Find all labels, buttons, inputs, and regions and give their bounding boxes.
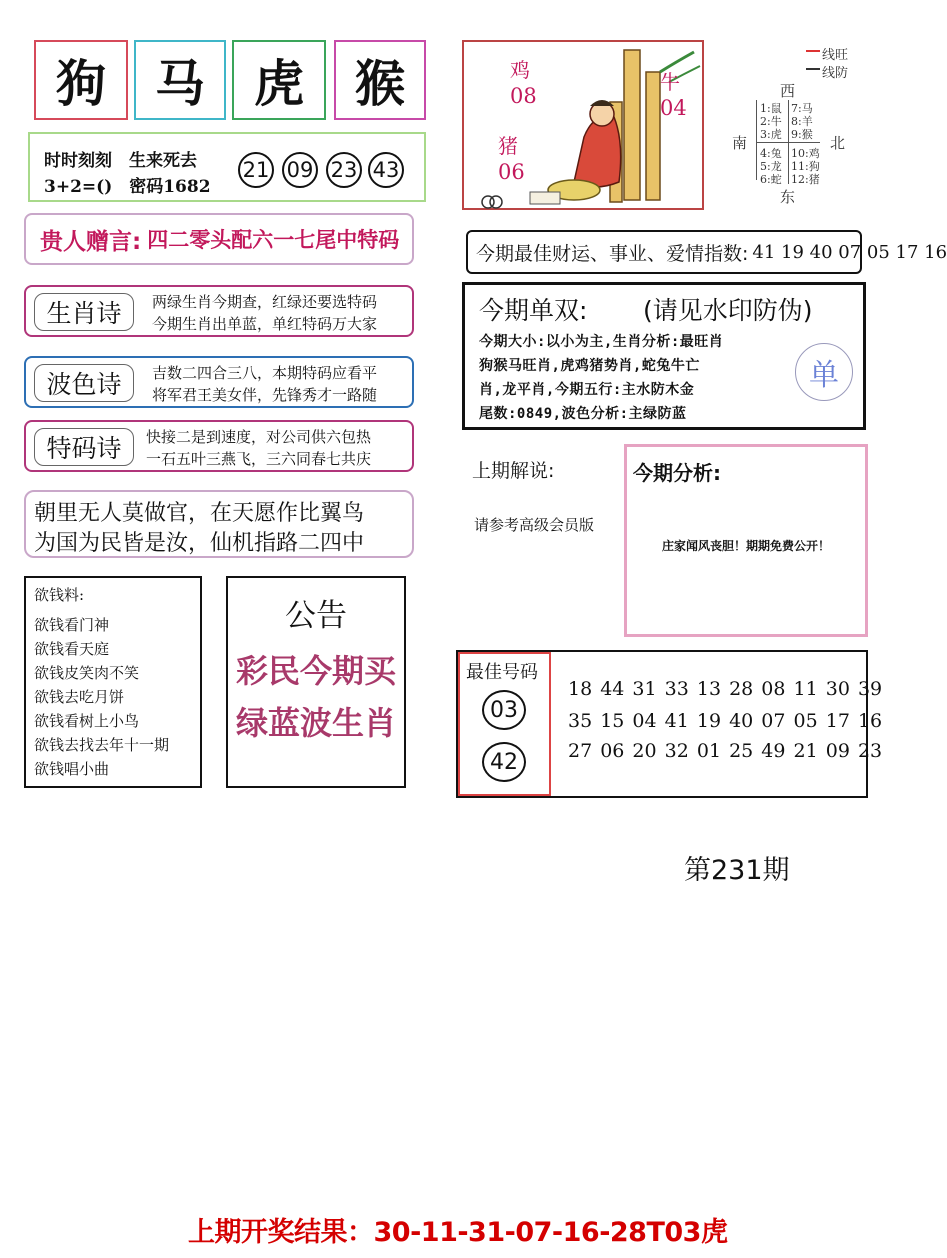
motto-number: 43 [368,152,404,188]
notice-line-2: 绿蓝波生肖 [235,704,396,742]
slogan-box [24,490,414,558]
grid-item: 2:牛 [760,115,782,128]
num-zhu: 06 [498,160,525,184]
motto-number: 23 [326,152,362,188]
poem-line-1: 两绿生肖今期查，红绿还要选特码 [152,293,378,311]
noble-words-banner [24,213,414,265]
lucky-numbers: 41 19 40 07 05 17 16 [752,241,947,263]
poem-line-2: 将军君王美女伴，先锋秀才一路随 [152,386,378,404]
grid-item: 3:虎 [760,128,782,141]
money-item: 欲钱看门神 [34,616,110,634]
poem-line-1: 吉数二四合三八，本期特码应看平 [152,364,378,382]
legend-red-line [806,50,820,52]
best-pick: 42 [482,742,526,782]
best-numbers-panel [456,650,883,798]
money-riddle-box [24,576,202,788]
num-niu: 04 [660,96,687,120]
legend-black-line [806,68,820,70]
money-title: 欲钱料: [34,586,85,604]
poem-line-2: 今期生肖出单蓝，单红特码万大家 [152,315,378,333]
grid-item: 8:羊 [791,115,813,128]
zodiac-box-4 [334,40,426,120]
analysis-title: 今期分析: [633,461,721,485]
best-numbers-row: 18 44 31 33 13 28 08 11 30 39 [568,678,883,700]
money-item: 欲钱唱小曲 [34,760,110,778]
color-poem-box [24,356,414,408]
compass-north: 北 [830,134,846,152]
grid-item: 12:猪 [791,173,820,186]
special-poem-box [24,420,414,472]
odd-even-watermark-note: (请见水印防伪) [643,296,813,325]
compass-east: 东 [780,188,796,206]
motto-line-1: 时时刻刻 生来死去 [44,151,197,171]
noble-tag: 贵人赠言: [40,228,142,255]
motto-number: 09 [282,152,318,188]
poem-line-2: 一石五叶三燕飞，三六同春七共庆 [146,450,372,468]
zodiac-text: 狗 [56,55,106,113]
grid-item: 10:鸡 [791,147,820,160]
compass-west: 西 [780,82,796,100]
grid-item: 9:猴 [791,128,813,141]
last-explain-label: 上期解说: [472,460,555,482]
label-ji: 鸡 [510,58,530,82]
odd-even-row: 肖,龙平肖,今期五行:主水防木金 [479,382,695,398]
legend-fang: 线防 [822,66,849,81]
noble-text: 四二零头配六一七尾中特码 [147,228,400,252]
money-item: 欲钱去吃月饼 [34,688,125,706]
grid-item: 6:蛇 [760,173,782,186]
grid-item: 5:龙 [760,160,782,173]
money-item: 欲钱去找去年十一期 [34,736,170,754]
zodiac-poem-box [24,285,414,337]
best-numbers-row: 35 15 04 41 19 40 07 05 17 16 [568,710,883,732]
poem-line-1: 快接二是到速度，对公司供六包热 [146,428,372,446]
scholar-illustration [462,40,704,210]
compass-frame-left [756,100,757,180]
motto-line-2: 3+2=() 密码1682 [44,177,211,197]
label-niu: 牛 [660,70,680,94]
grid-item: 4:兔 [760,147,782,160]
poem-label: 特码诗 [34,428,134,466]
zodiac-text: 虎 [254,55,304,113]
compass-frame-cross [756,142,820,143]
odd-even-heading: 今期单双: [479,296,588,325]
analysis-box [624,444,868,637]
zodiac-text: 猴 [355,55,405,113]
legend-wang: 线旺 [822,48,849,63]
best-numbers-row: 27 06 20 32 01 25 49 21 09 23 [568,740,883,762]
watermark-stamp: 单 [795,343,853,401]
zodiac-box-1 [34,40,128,120]
vip-reference: 请参考高级会员版 [474,516,595,534]
zodiac-text: 马 [155,55,205,113]
num-ji: 08 [510,84,537,108]
compass-south: 南 [732,134,748,152]
odd-even-row: 尾数:0849,波色分析:主绿防蓝 [479,406,687,422]
label-zhu: 猪 [498,134,518,158]
notice-box [226,576,406,788]
odd-even-row: 狗猴马旺肖,虎鸡猪势肖,蛇兔牛亡 [479,358,700,374]
grid-item: 1:鼠 [760,102,782,115]
last-draw-result: 上期开奖结果：30-11-31-07-16-28T03虎 [188,1217,728,1248]
notice-line-1: 彩民今期买 [235,652,396,690]
best-picks-column [458,652,551,796]
zodiac-box-3 [232,40,326,120]
analysis-message: 庄家闻风丧胆！期期免费公开！ [661,539,830,553]
slogan-line-1: 朝里无人莫做官，在天愿作比翼鸟 [34,501,365,526]
money-item: 欲钱看天庭 [34,640,110,658]
lucky-index-bar [466,230,947,274]
motto-number: 21 [238,152,274,188]
best-pick: 03 [482,690,526,730]
best-title: 最佳号码 [466,662,538,683]
odd-even-panel [462,282,866,430]
poem-label: 波色诗 [34,364,134,402]
notice-title: 公告 [285,598,347,634]
poem-label: 生肖诗 [34,293,134,331]
zodiac-box-2 [134,40,226,120]
money-item: 欲钱看树上小鸟 [34,712,140,730]
odd-even-row: 今期大小:以小为主,生肖分析:最旺肖 [479,334,724,350]
lucky-label: 今期最佳财运、事业、爱情指数: [476,242,749,265]
grid-item: 11:狗 [791,160,820,173]
grid-item: 7:马 [791,102,813,115]
slogan-line-2: 为国为民皆是汝，仙机指路二四中 [34,531,365,556]
money-item: 欲钱皮笑肉不笑 [34,664,140,682]
issue-number: 第231期 [684,855,790,886]
